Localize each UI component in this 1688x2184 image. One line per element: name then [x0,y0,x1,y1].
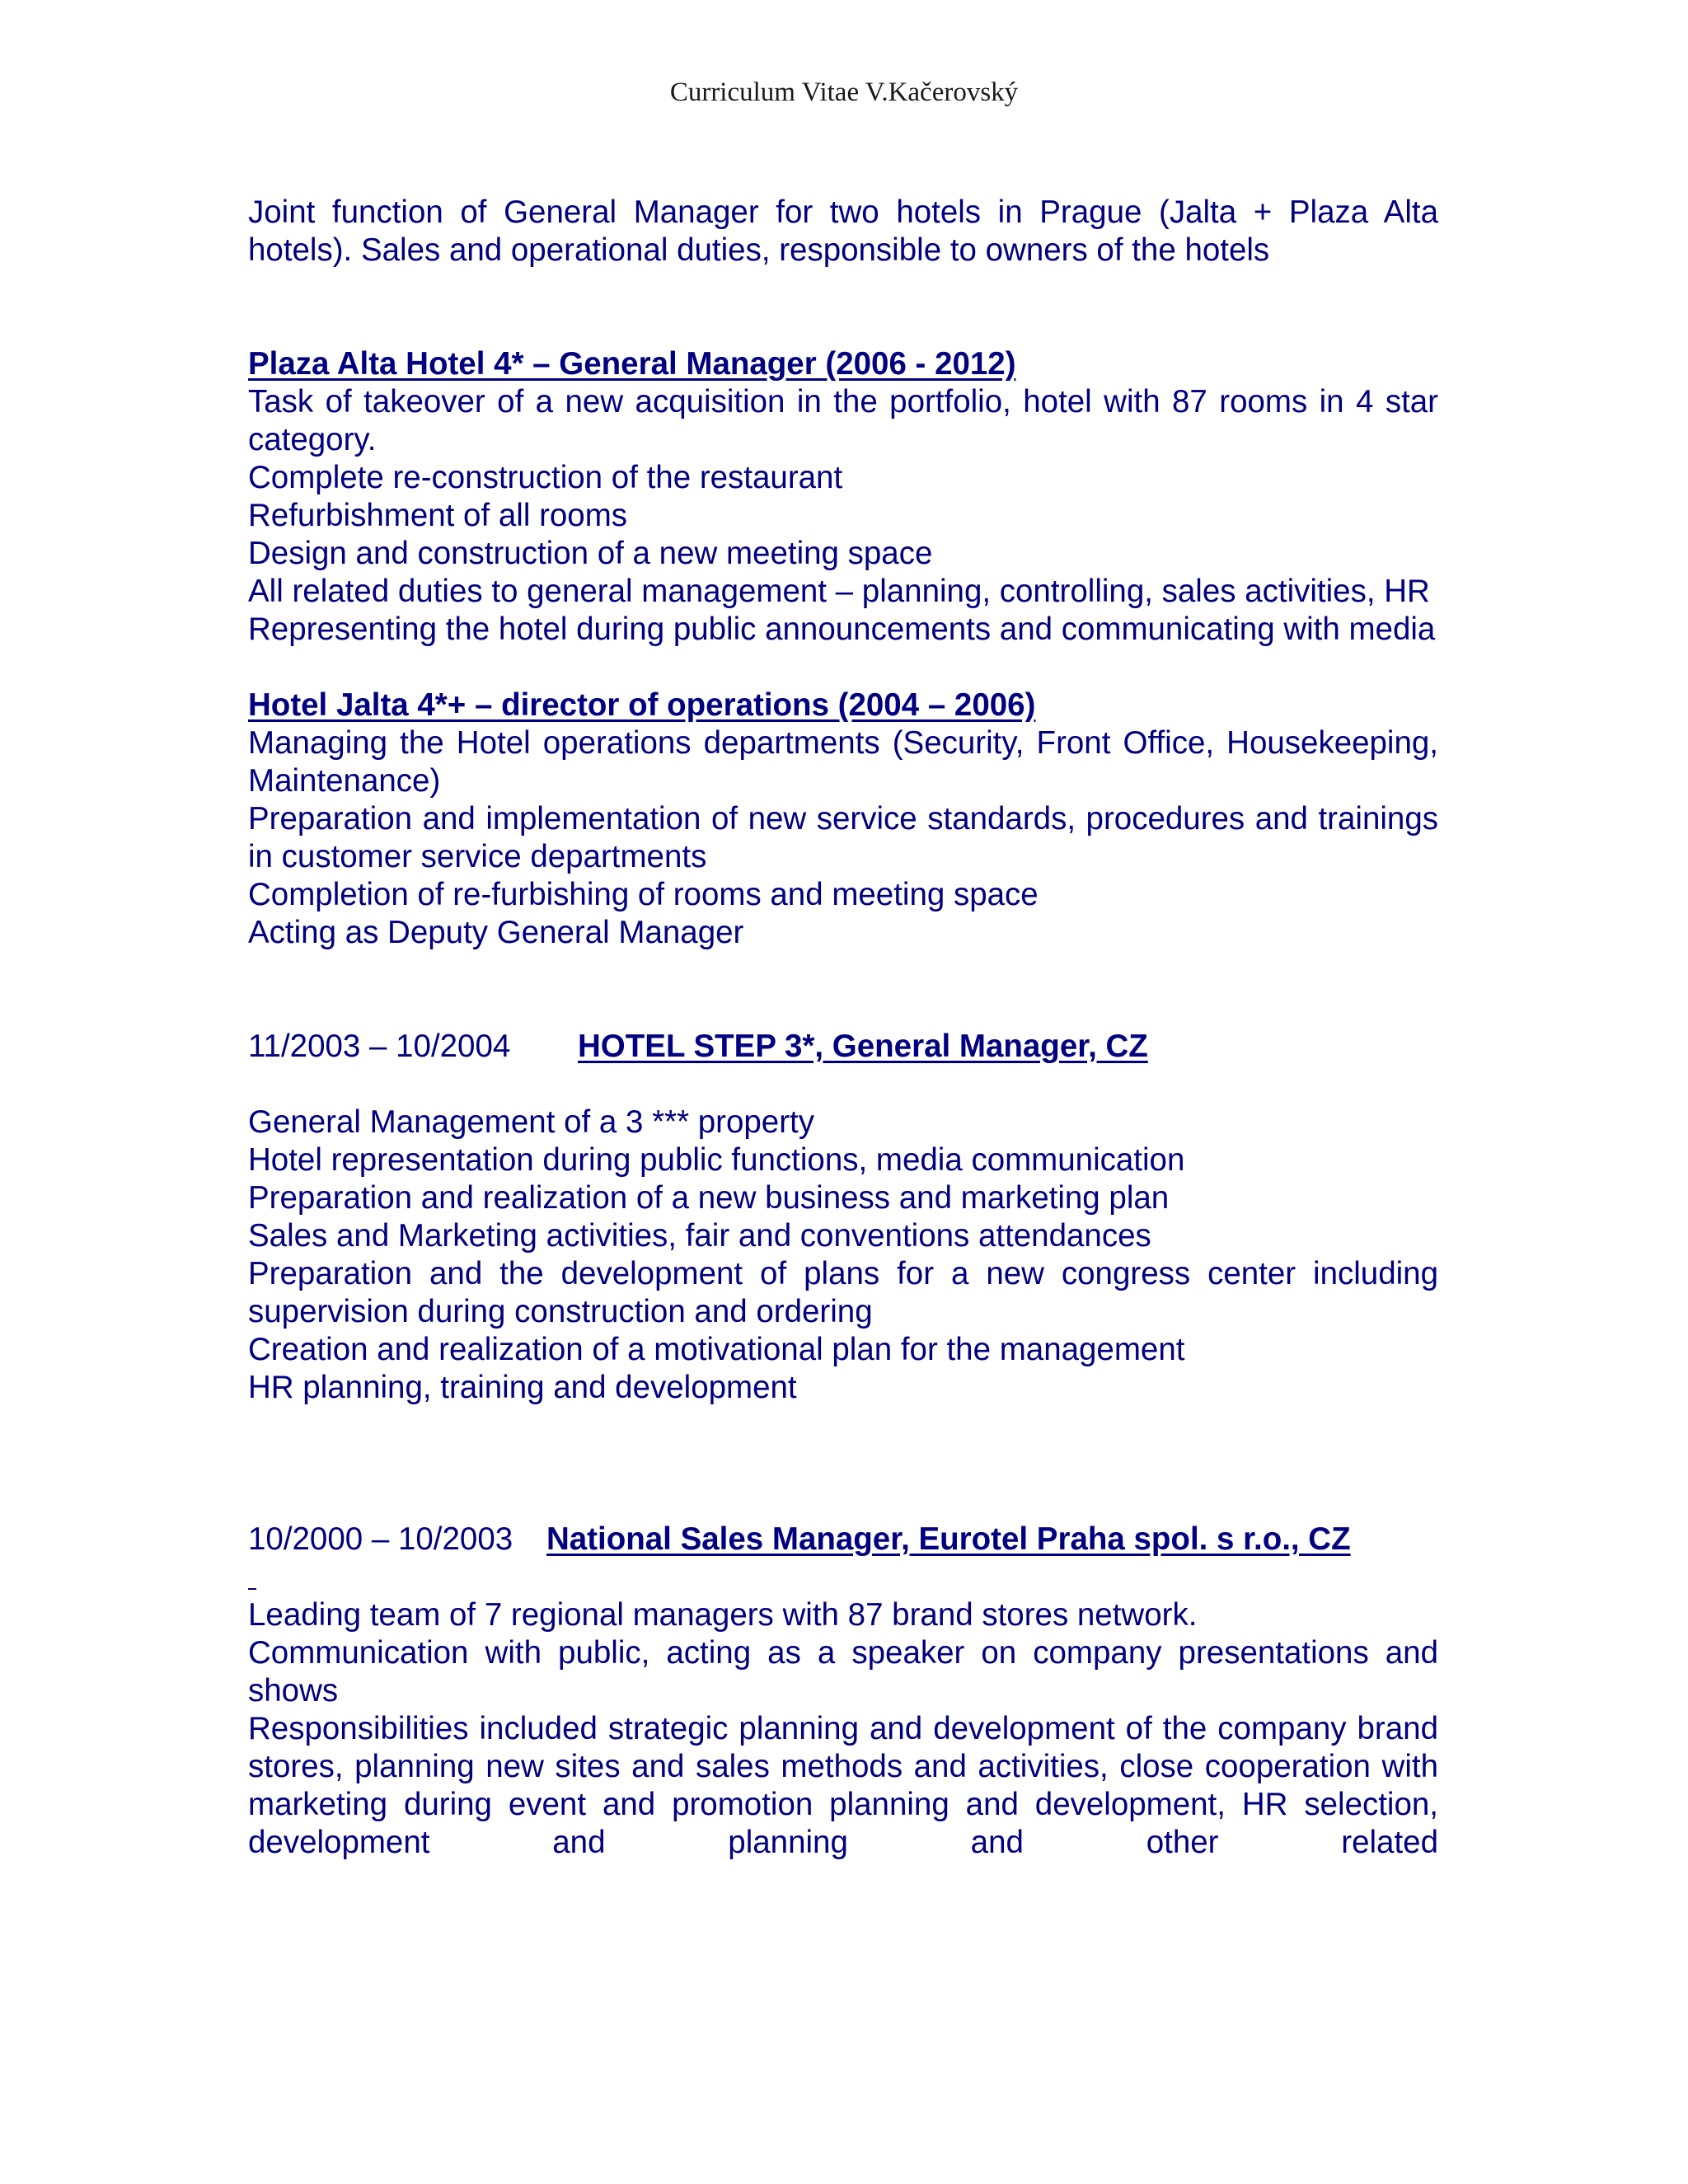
eurotel-section [248,1521,1438,1862]
duty-item: Hotel representation during public functions, media communication [248,1142,1185,1178]
eurotel-heading: National Sales Manager, Eurotel Praha spol. s r.o., CZ [546,1521,1351,1557]
duty-item: Acting as Deputy General Manager [248,915,744,950]
jalta-heading: Hotel Jalta 4*+ – director of operations (2004 – 2006) [248,687,1036,723]
jalta-section [248,687,1438,952]
eurotel-dates: 10/2000 – 10/2003 [248,1521,513,1557]
hotel-step-dates: 11/2003 – 10/2004 [248,1029,511,1064]
spacer [248,269,1438,345]
duty-item: Managing the Hotel operations departments (Security, Front Office, Housekeeping, Maintenance) [248,725,1438,799]
duty-item: Communication with public, acting as a speaker on company presentations and shows [248,1635,1438,1708]
spacer [248,952,1438,1028]
duty-item: Design and construction of a new meeting space [248,536,933,571]
duty-item: All related duties to general management – planning, controlling, sales activities, HR [248,574,1430,609]
duty-item: Task of takeover of a new acquisition in the portfolio, hotel with 87 rooms in 4 star category. [248,384,1438,457]
cv-content [248,194,1438,1862]
hotel-step-title-row [248,1028,1438,1066]
intro-paragraph: Joint function of General Manager for two hotels in Prague (Jalta + Plaza Alta hotels). Sales and operational duties, responsible to owners of the hotels [248,194,1438,268]
page-header: Curriculum Vitae V.Kačerovský [669,77,1019,107]
duty-item: Preparation and realization of a new business and marketing plan [248,1180,1170,1216]
spacer [248,1066,1438,1104]
duty-item: Refurbishment of all rooms [248,498,628,533]
spacer [248,1407,1438,1521]
stray-dash [248,1558,1438,1596]
duty-item: Preparation and implementation of new service standards, procedures and trainings in customer service departments [248,801,1438,874]
duty-item: HR planning, training and development [248,1370,797,1405]
eurotel-title-row [248,1521,1438,1558]
hotel-step-heading: HOTEL STEP 3*, General Manager, CZ [578,1029,1148,1064]
duty-item: Sales and Marketing activities, fair and conventions attendances [248,1218,1151,1254]
duty-item: Creation and realization of a motivational plan for the management [248,1332,1185,1367]
hotel-step-section [248,1028,1438,1407]
duty-item: Representing the hotel during public announcements and communicating with media [248,612,1436,647]
duty-item: General Management of a 3 *** property [248,1104,814,1140]
duty-item: Preparation and the development of plans for a new congress center including supervision during construction and ordering [248,1256,1438,1329]
spacer [248,649,1438,687]
plaza-alta-section [248,345,1438,649]
duty-item: Leading team of 7 regional managers with 87 brand stores network. [248,1597,1198,1633]
duty-item: Completion of re-furbishing of rooms and meeting space [248,877,1039,912]
plaza-alta-heading: Plaza Alta Hotel 4* – General Manager (2006 - 2012) [248,346,1016,382]
duty-item: Responsibilities included strategic planning and development of the company brand stores, planning new sites and sales methods and activities, close cooperation with marketing during event and promotion planning and development, HR selection, development and planning and other related [248,1711,1438,1860]
duty-item: Complete re-construction of the restaurant [248,460,843,495]
